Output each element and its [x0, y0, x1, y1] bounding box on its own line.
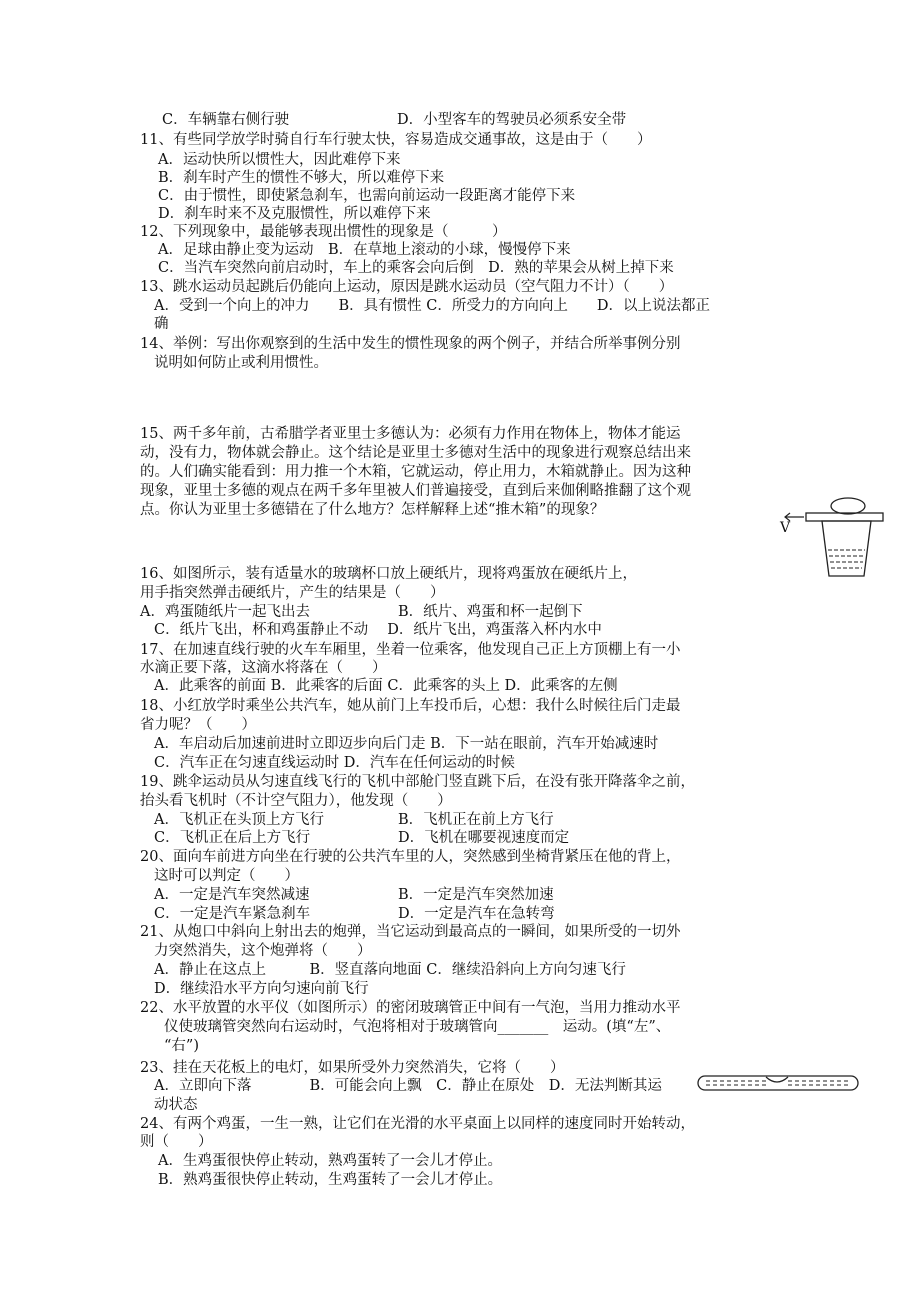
question-18: 18、小红放学时乘坐公共汽车，她从前门上车投币后，心想：我什么时候往后门走最: [140, 698, 681, 714]
option: A．运动快所以惯性大，因此难停下来: [158, 152, 401, 168]
question-15: 15、两千多年前，古希腊学者亚里士多德认为：必须有力作用在物体上，物体才能运: [140, 426, 681, 442]
option: A．车启动后加速前进时立即迈步向后门走 B．下一站在眼前，汽车开始减速时: [154, 736, 659, 752]
option: C．由于惯性，即使紧急刹车，也需向前运动一段距离才能停下来: [158, 188, 576, 204]
question-11: 11、有些同学放学时骑自行车行驶太快，容易造成交通事故，这是由于（ ）: [140, 132, 652, 148]
question-20: 20、面向车前进方向坐在行驶的公共汽车里的人，突然感到坐椅背紧压在他的背上，: [140, 849, 681, 865]
line: 这时可以判定（ ）: [154, 868, 299, 884]
option: B．纸片、鸡蛋和杯一起倒下: [398, 604, 583, 620]
line: 说明如何防止或利用惯性。: [154, 355, 328, 371]
option: B．熟鸡蛋很快停止转动，生鸡蛋转了一会儿才停止。: [158, 1172, 503, 1188]
option: A．静止在这点上 B．竖直落向地面 C．继续沿斜向上方向匀速飞行: [154, 962, 626, 978]
question-21: 21、从炮口中斜向上射出去的炮弹，当它运动到最高点的一瞬间，如果所受的一切外: [140, 924, 681, 940]
option: A．此乘客的前面 B．此乘客的后面 C．此乘客的头上 D．此乘客的左侧: [154, 678, 618, 694]
option: B．一定是汽车突然加速: [398, 887, 554, 903]
option: A．立即向下落 B．可能会向上飘 C．静止在原处 D．无法判断其运: [154, 1078, 662, 1094]
line: 点。你认为亚里士多德错在了什么地方？怎样解释上述“推木箱”的现象？: [140, 502, 605, 518]
line: 省力呢？（ ）: [140, 717, 256, 733]
question-14: 14、举例：写出你观察到的生活中发生的惯性现象的两个例子，并结合所举事例分别: [140, 336, 681, 352]
option: D．继续沿水平方向匀速向前飞行: [154, 981, 369, 997]
question-19: 19、跳伞运动员从匀速直线飞行的飞机中部舱门竖直跳下后，在没有张开降落伞之前，: [140, 774, 695, 790]
line: 抬头看飞机时（不计空气阻力），他发现（ ）: [140, 793, 452, 809]
question-13: 13、跳水运动员起跳后仍能向上运动，原因是跳水运动员（空气阻力不计）（ ）: [140, 279, 674, 295]
option: A．鸡蛋随纸片一起飞出去: [140, 604, 310, 620]
question-24: 24、有两个鸡蛋，一生一熟，让它们在光滑的水平桌面上以同样的速度同时开始转动，: [140, 1116, 695, 1132]
line: 仪使玻璃管突然向右运动时，气泡将相对于玻璃管向_______ 运动。(填“左”、: [164, 1019, 671, 1035]
option: A．受到一个向上的冲力 B．具有惯性 C．所受力的方向向上 D．以上说法都正: [154, 298, 710, 314]
question-12: 12、下列现象中，最能够表现出惯性的现象是（ ）: [140, 224, 507, 240]
option: D．刹车时来不及克服惯性，所以难停下来: [158, 206, 431, 222]
option: A．足球由静止变为运动 B．在草地上滚动的小球，慢慢停下来: [158, 242, 571, 258]
question-17: 17、在加速直线行驶的火车车厢里，坐着一位乘客，他发现自己正上方顶棚上有一小: [140, 642, 681, 658]
line: 现象，亚里士多德的观点在两千多年里被人们普遍接受，直到后来伽俐略推翻了这个观: [140, 483, 691, 499]
option: 动状态: [154, 1097, 198, 1113]
line: 的。人们确实能看到：用力推一个木箱，它就运动，停止用力，木箱就静止。因为这种: [140, 464, 691, 480]
line: 力突然消失，这个炮弹将（ ）: [154, 943, 372, 959]
option: C．飞机正在后上方飞行: [154, 830, 311, 846]
option: 确: [154, 316, 169, 332]
option: A．一定是汽车突然减速: [154, 887, 310, 903]
option: B．刹车时产生的惯性不够大，所以难停下来: [158, 170, 445, 186]
option: C．一定是汽车紧急刹车: [154, 906, 311, 922]
cup-egg-card-figure: [776, 494, 886, 584]
line: 则（ ）: [140, 1134, 213, 1150]
option: C．汽车正在匀速直线运动时 D．汽车在任何运动的时候: [154, 755, 515, 771]
spirit-level-figure: [696, 1073, 860, 1095]
option: D．一定是汽车在急转弯: [398, 906, 555, 922]
question-16: 16、如图所示，装有适量水的玻璃杯口放上硬纸片，现将鸡蛋放在硬纸片上，: [140, 566, 637, 582]
option: C．纸片飞出，杯和鸡蛋静止不动 D．纸片飞出，鸡蛋落入杯内水中: [154, 622, 602, 638]
option: B．飞机正在前上方飞行: [398, 812, 554, 828]
question-23: 23、挂在天花板上的电灯，如果所受外力突然消失，它将（ ）: [140, 1060, 565, 1076]
option: C．当汽车突然向前启动时，车上的乘客会向后倒 D．熟的苹果会从树上掉下来: [158, 260, 674, 276]
velocity-label: V: [780, 520, 791, 536]
option: A．生鸡蛋很快停止转动，熟鸡蛋转了一会儿才停止。: [158, 1153, 502, 1169]
line: 水滴正要下落，这滴水将落在（ ）: [140, 660, 387, 676]
option: A．飞机正在头顶上方飞行: [154, 812, 324, 828]
line: 动，没有力，物体就会静止。这个结论是亚里士多德对生活中的现象进行观察总结出来: [140, 445, 691, 461]
question-22: 22、水平放置的水平仪（如图所示）的密闭玻璃管正中间有一气泡，当用力推动水平: [140, 1000, 681, 1016]
line: D．小型客车的驾驶员必须系安全带: [397, 112, 627, 128]
option: D．飞机在哪要视速度而定: [398, 830, 570, 846]
line: “右”): [164, 1038, 199, 1054]
line: C．车辆靠右侧行驶: [162, 112, 290, 128]
line: 用手指突然弹击硬纸片，产生的结果是（ ）: [140, 585, 445, 601]
